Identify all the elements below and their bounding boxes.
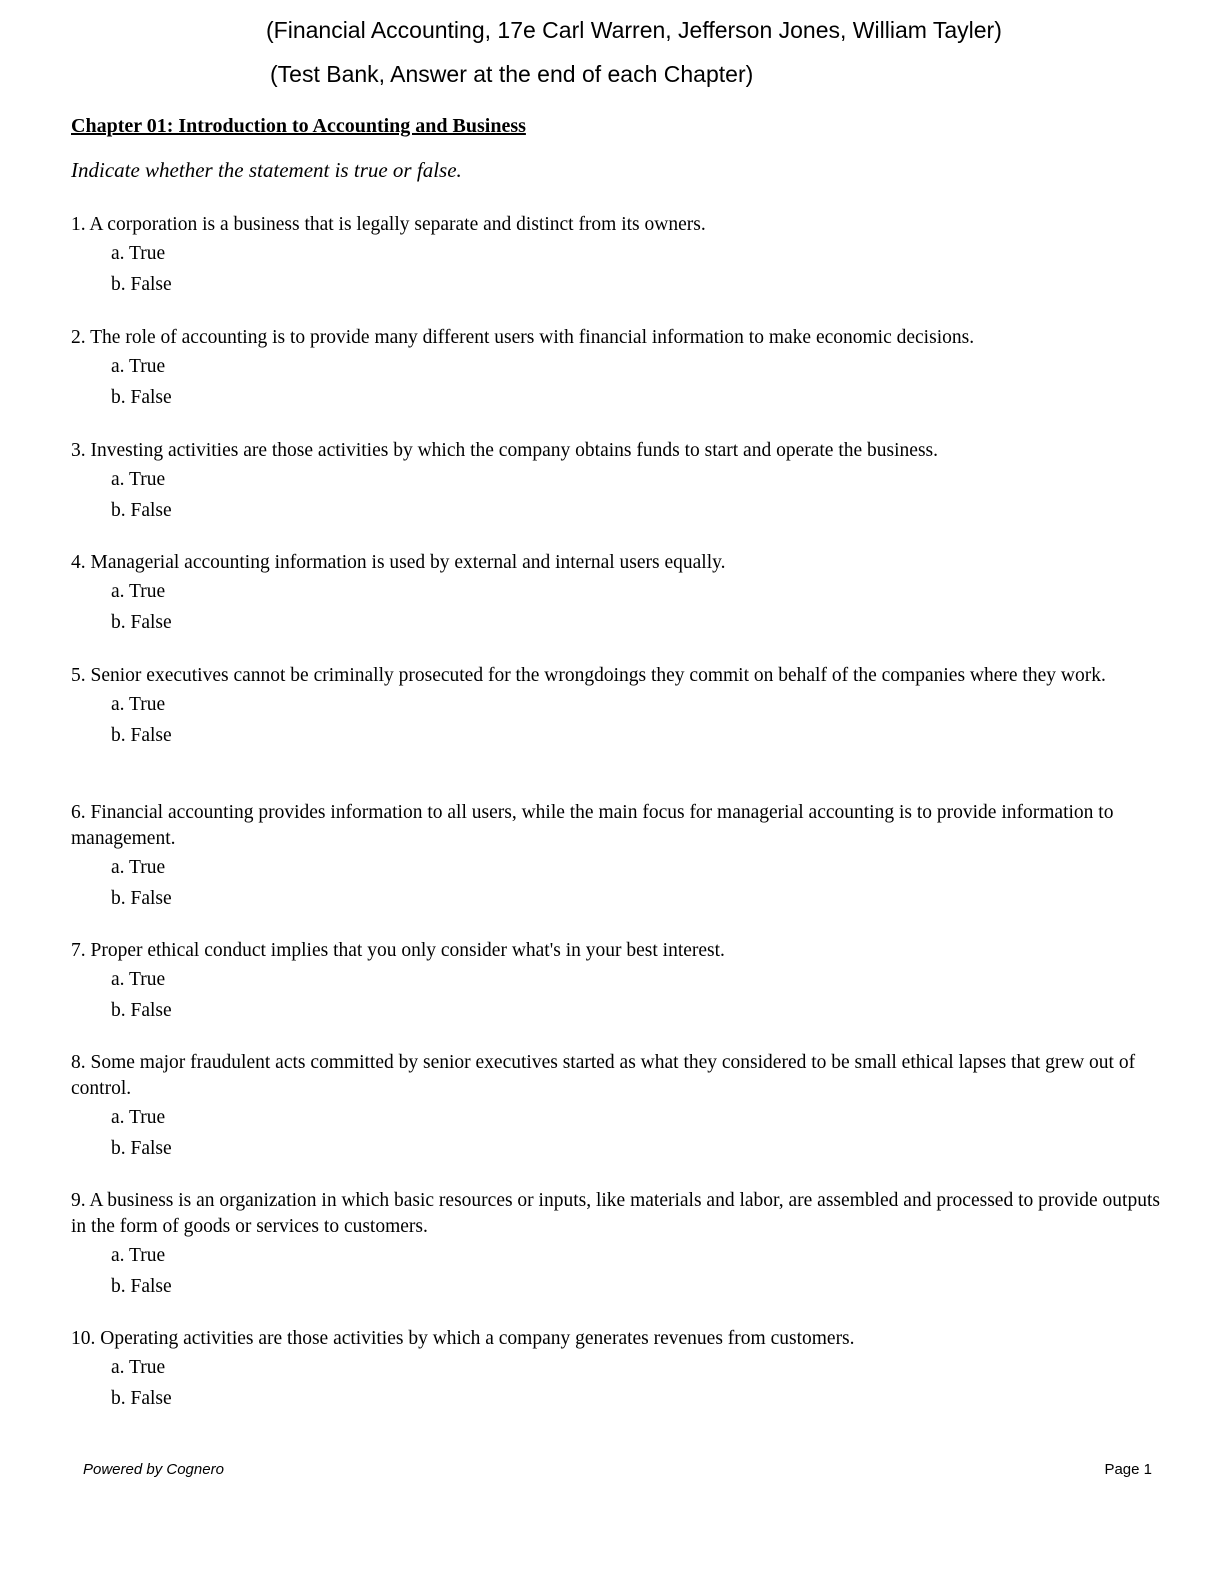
question-text: 5. Senior executives cannot be criminally prosecuted for the wrongdoings they commit on behalf of the companies where they work. <box>71 665 1106 686</box>
question-text: 8. Some major fraudulent acts committed by senior executives started as what they considered to be small ethical lapses that grew out of control. <box>71 1052 1136 1099</box>
question-1 <box>71 212 1161 300</box>
option-false[interactable]: b. False <box>111 1276 172 1297</box>
option-false[interactable]: b. False <box>111 725 172 746</box>
question-5 <box>71 663 1161 751</box>
footer-brand: Powered by Cognero <box>83 1461 224 1478</box>
option-true[interactable]: a. True <box>111 1107 166 1128</box>
answer-options <box>71 1102 1161 1164</box>
instructions: Indicate whether the statement is true or false. <box>71 158 462 182</box>
option-true[interactable]: a. True <box>111 243 166 264</box>
option-false[interactable]: b. False <box>111 387 172 408</box>
option-true[interactable]: a. True <box>111 969 166 990</box>
question-text: 9. A business is an organization in which basic resources or inputs, like materials and labor, are assembled and processed to provide outputs in the form of goods or services to customers. <box>71 1190 1160 1237</box>
question-text: 3. Investing activities are those activities by which the company obtains funds to start and operate the business. <box>71 440 938 461</box>
question-8 <box>71 1050 1161 1164</box>
answer-options <box>71 576 1161 638</box>
option-false[interactable]: b. False <box>111 500 172 521</box>
option-true[interactable]: a. True <box>111 581 166 602</box>
answer-options <box>71 1240 1161 1302</box>
option-false[interactable]: b. False <box>111 888 172 909</box>
page-number: Page 1 <box>1104 1461 1152 1478</box>
answer-options <box>71 689 1161 751</box>
option-true[interactable]: a. True <box>111 1357 166 1378</box>
question-10 <box>71 1326 1161 1414</box>
option-false[interactable]: b. False <box>111 1388 172 1409</box>
question-text: 2. The role of accounting is to provide many different users with financial information to make economic decisions. <box>71 327 975 348</box>
book-citation: (Financial Accounting, 17e Carl Warren, Jefferson Jones, William Tayler) <box>266 17 1002 43</box>
answer-options <box>71 464 1161 526</box>
option-false[interactable]: b. False <box>111 612 172 633</box>
question-text: 6. Financial accounting provides information to all users, while the main focus for managerial accounting is to provide information to management. <box>71 802 1114 849</box>
option-true[interactable]: a. True <box>111 469 166 490</box>
question-text: 7. Proper ethical conduct implies that you only consider what's in your best interest. <box>71 940 725 961</box>
question-6 <box>71 800 1161 914</box>
question-4 <box>71 550 1161 638</box>
answer-options <box>71 238 1161 300</box>
option-true[interactable]: a. True <box>111 694 166 715</box>
question-7 <box>71 938 1161 1026</box>
option-true[interactable]: a. True <box>111 356 166 377</box>
question-3 <box>71 438 1161 526</box>
question-2 <box>71 325 1161 413</box>
question-text: 4. Managerial accounting information is used by external and internal users equally. <box>71 552 726 573</box>
answer-options <box>71 351 1161 413</box>
option-false[interactable]: b. False <box>111 1000 172 1021</box>
answer-options <box>71 1352 1161 1414</box>
option-true[interactable]: a. True <box>111 1245 166 1266</box>
question-9 <box>71 1188 1161 1302</box>
question-text: 10. Operating activities are those activities by which a company generates revenues from customers. <box>71 1328 855 1349</box>
option-false[interactable]: b. False <box>111 1138 172 1159</box>
question-text: 1. A corporation is a business that is legally separate and distinct from its owners. <box>71 214 706 235</box>
chapter-title: Chapter 01: Introduction to Accounting and Business <box>71 115 526 137</box>
test-bank-note: (Test Bank, Answer at the end of each Chapter) <box>270 61 754 87</box>
answer-options <box>71 852 1161 914</box>
option-false[interactable]: b. False <box>111 274 172 295</box>
answer-options <box>71 964 1161 1026</box>
option-true[interactable]: a. True <box>111 857 166 878</box>
